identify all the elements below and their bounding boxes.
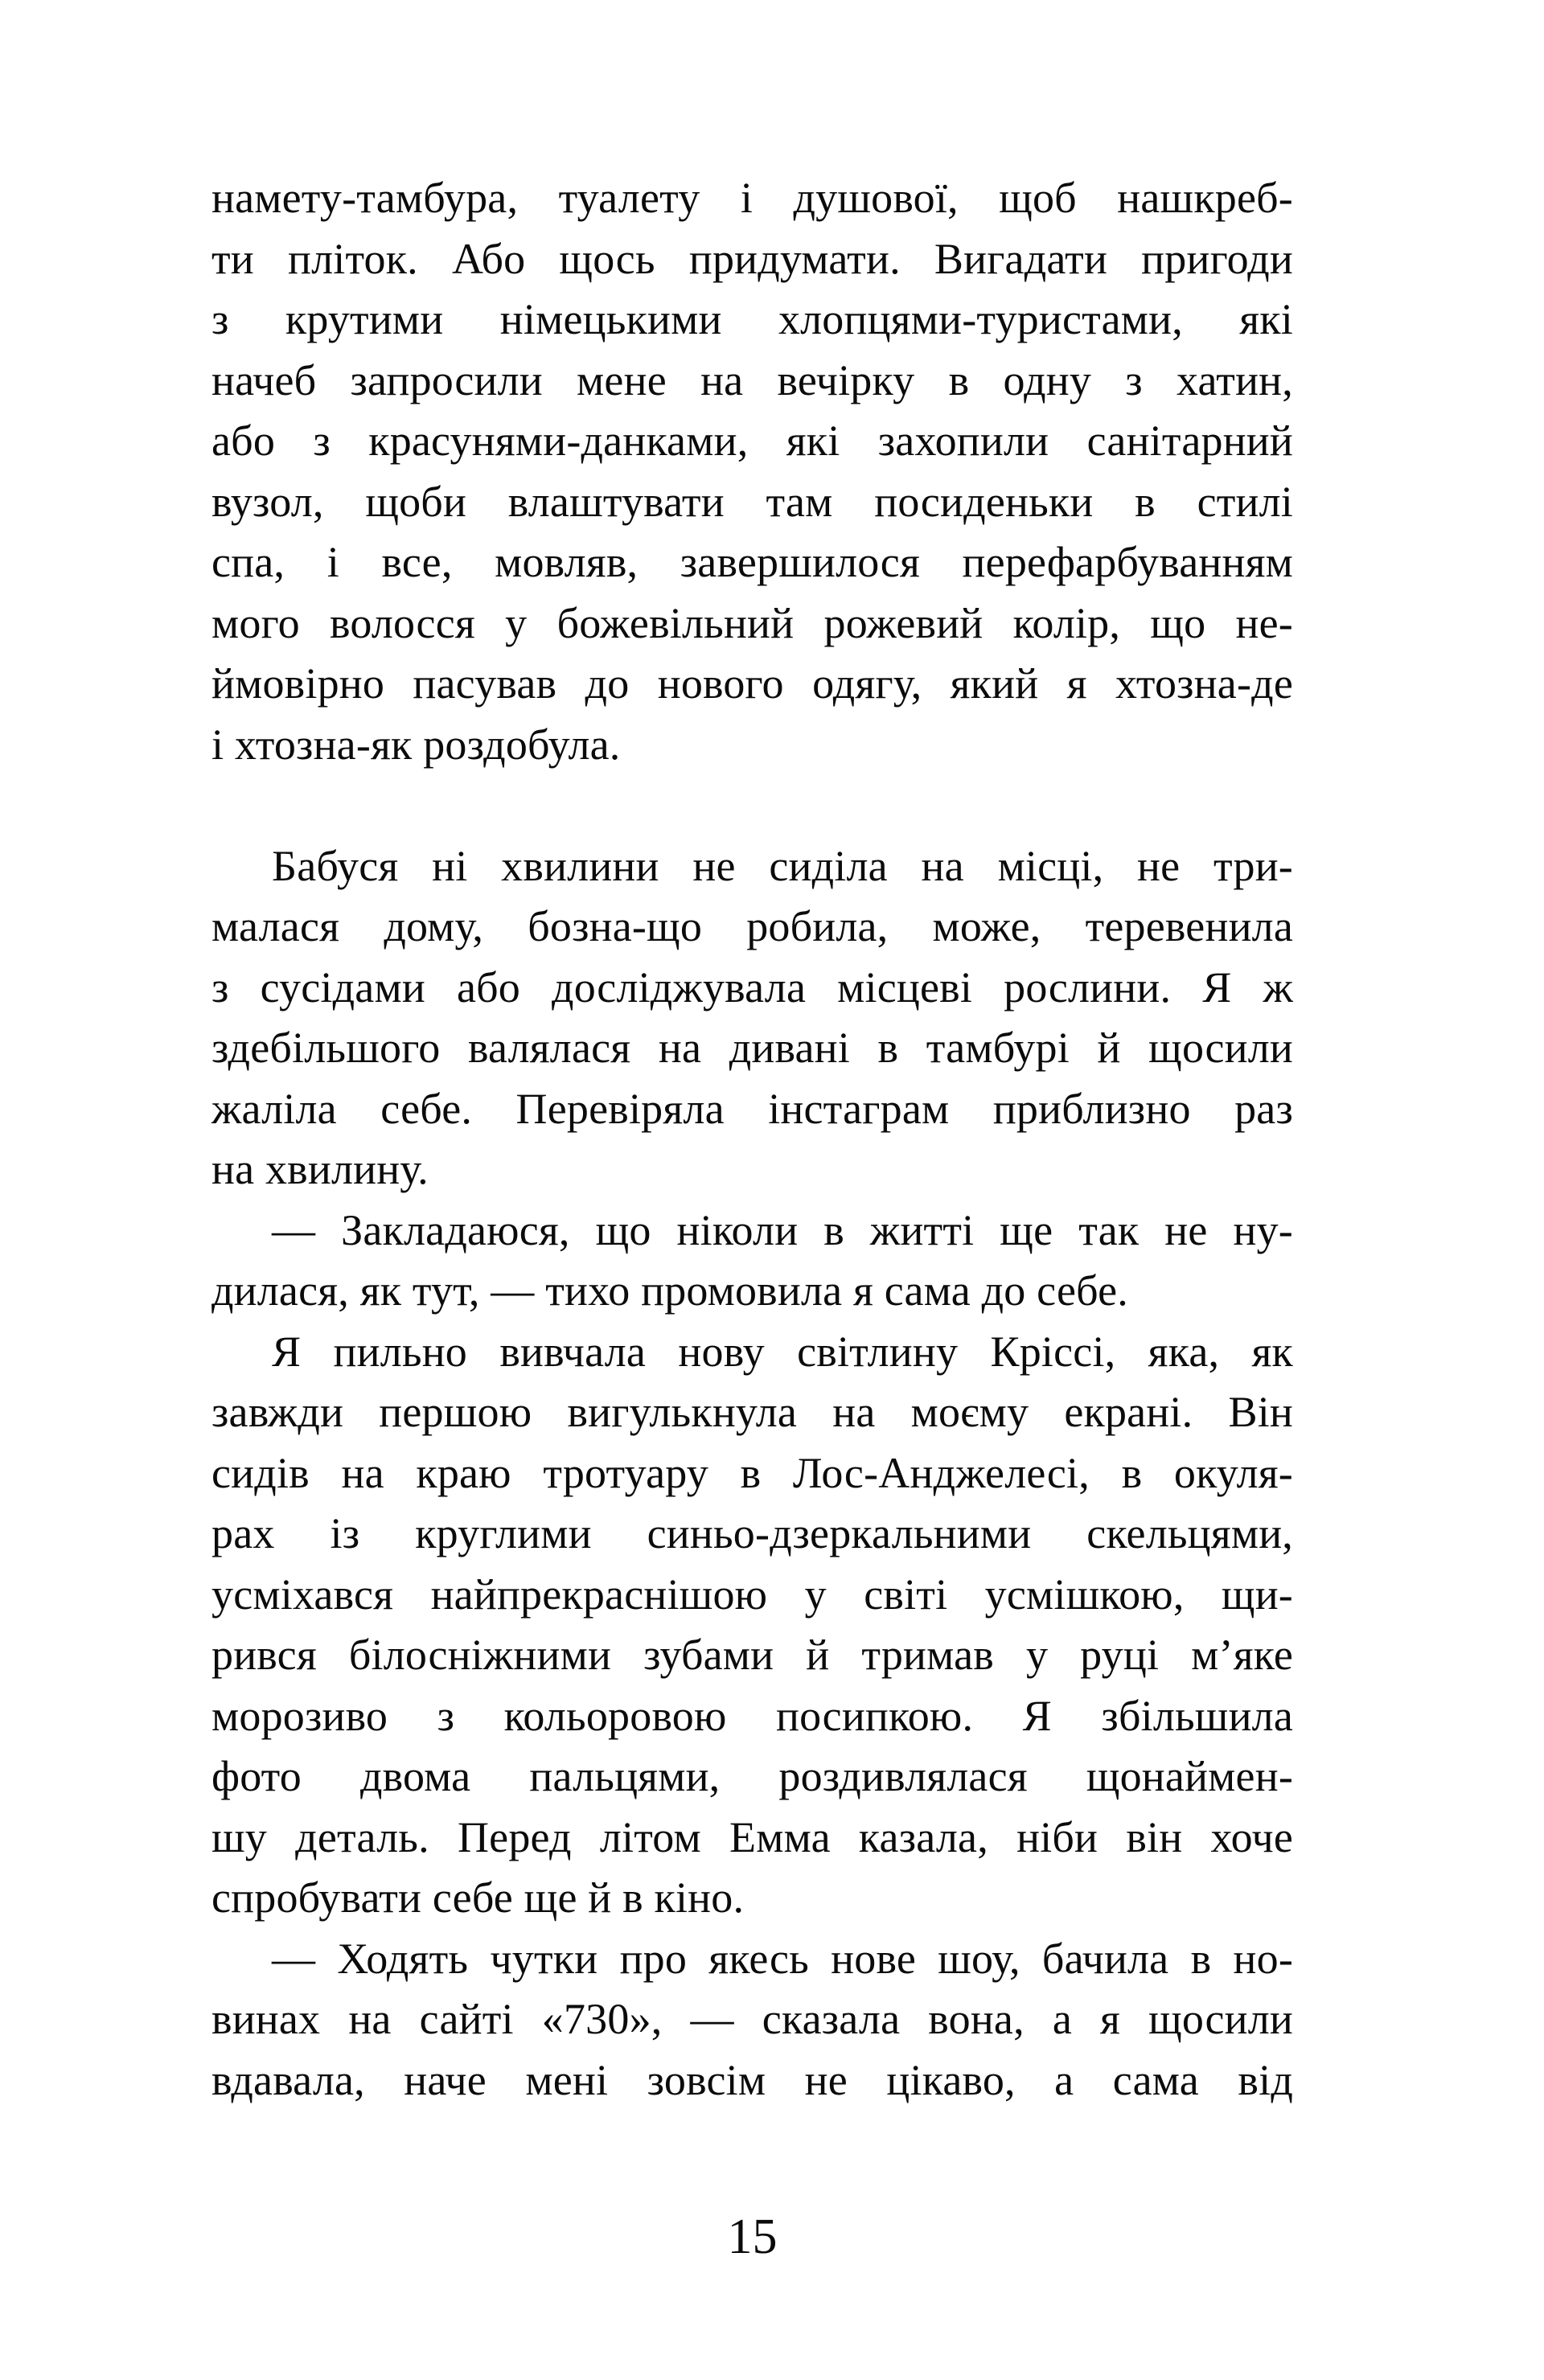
text-line: — Ходять чутки про якесь нове шоу, бачила в но-: [272, 1934, 1293, 1983]
text-line: спа, і все, мовляв, завершилося перефарбуванням: [211, 538, 1293, 586]
text-line: усміхався найпрекраснішою у світі усмішкою, щи-: [211, 1570, 1293, 1619]
text-line: жаліла себе. Перевіряла інстаграм приблизно раз: [211, 1084, 1293, 1133]
text-line: і хтозна-як роздобула.: [211, 720, 621, 769]
text-line: спробувати себе ще й в кіно.: [211, 1873, 745, 1922]
text-line: — Закладаюся, що ніколи в житті ще так не ну-: [272, 1205, 1293, 1254]
text-line: ймовірно пасував до нового одягу, який я хтозна-де: [211, 659, 1293, 708]
text-line: ти пліток. Або щось придумати. Вигадати пригоди: [211, 234, 1293, 283]
blank-line: [211, 775, 1293, 836]
text-line: Бабуся ні хвилини не сиділа на місці, не три-: [272, 841, 1293, 890]
text-line: здебільшого валялася на дивані в тамбурі й щосили: [211, 1024, 1293, 1072]
text-line: завжди першою вигулькнула на моєму екрані. Він: [211, 1388, 1293, 1436]
text-line: вдавала, наче мені зовсім не цікаво, а сама від: [211, 2055, 1293, 2104]
text-line: вузол, щоби влаштувати там посиденьки в стилі: [211, 477, 1293, 526]
text-line: морозиво з кольоровою посипкою. Я збільшила: [211, 1691, 1293, 1740]
text-line: сидів на краю тротуару в Лос-Анджелесі, в окуля-: [211, 1448, 1293, 1497]
text-line: або з красунями-данками, які захопили санітарний: [211, 416, 1293, 465]
text-line: намету-тамбура, туалету і душової, щоб нашкреб-: [211, 174, 1293, 222]
text-line: Я пильно вивчала нову світлину Кріссі, яка, як: [272, 1327, 1293, 1376]
text-line: шу деталь. Перед літом Емма казала, ніби він хоче: [211, 1812, 1293, 1861]
text-line: з крутими німецькими хлопцями-туристами, які: [211, 295, 1293, 343]
text-line: малася дому, бозна-що робила, може, теревенила: [211, 902, 1293, 950]
text-line: винах на сайті «730», — сказала вона, а я щосили: [211, 1995, 1293, 2043]
text-line: начеб запросили мене на вечірку в одну з хатин,: [211, 355, 1293, 404]
page-number: 15: [727, 2210, 778, 2264]
text-line: рах із круглими синьо-дзеркальними скельцями,: [211, 1509, 1293, 1557]
text-line: рився білосніжними зубами й тримав у руці м’яке: [211, 1631, 1293, 1679]
text-line: дилася, як тут, — тихо промовила я сама до себе.: [211, 1266, 1128, 1315]
text-line: фото двома пальцями, роздивлялася щонаймен-: [211, 1752, 1293, 1800]
text-line: мого волосся у божевільний рожевий колір, що не-: [211, 598, 1293, 647]
body-text: [211, 168, 1293, 2111]
text-line: з сусідами або досліджувала місцеві рослини. Я ж: [211, 962, 1293, 1012]
text-line: на хвилину.: [211, 1145, 429, 1193]
